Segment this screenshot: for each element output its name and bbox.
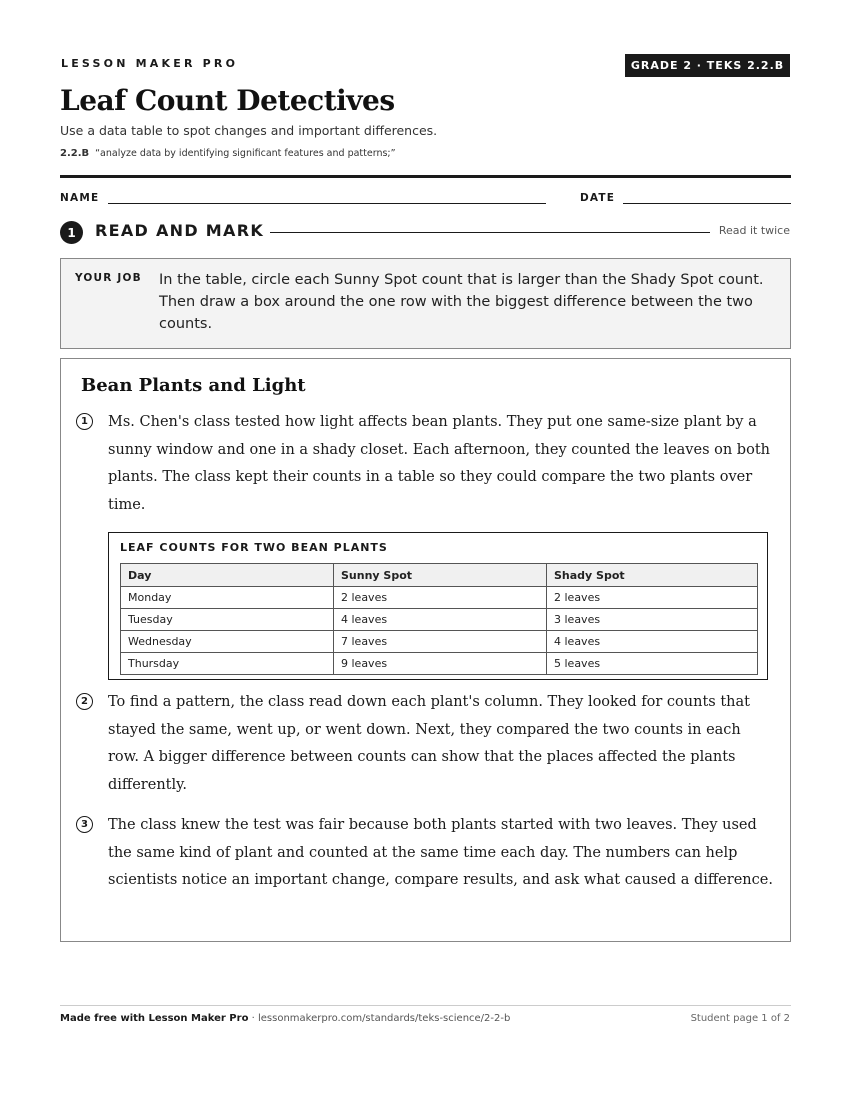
cell-shady: 5 leaves: [547, 653, 758, 675]
cell-day: Wednesday: [121, 631, 334, 653]
cell-sunny[interactable]: 4 leaves: [334, 609, 547, 631]
reading-box: [60, 358, 791, 942]
header-shady-spot: Shady Spot: [547, 564, 758, 587]
footer-url[interactable]: · lessonmakerpro.com/standards/teks-science/2-2-b: [248, 1013, 511, 1024]
grade-badge: GRADE 2 · TEKS 2.2.B: [625, 54, 790, 77]
cell-sunny[interactable]: 9 leaves: [334, 653, 547, 675]
footer-divider: [60, 1005, 791, 1006]
brand-name: LESSON MAKER PRO: [61, 57, 239, 70]
paragraph-number-3: 3: [76, 816, 93, 833]
page-subtitle: Use a data table to spot changes and important differences.: [60, 123, 438, 138]
job-box: [60, 258, 791, 349]
footer-made-with: Made free with Lesson Maker Pro: [60, 1013, 249, 1024]
paragraph-number-2: 2: [76, 693, 93, 710]
data-table-box: [108, 532, 768, 680]
cell-shady: 4 leaves: [547, 631, 758, 653]
standard-text: “analyze data by identifying significant features and patterns;”: [95, 148, 396, 159]
leaf-count-table: [120, 563, 758, 675]
cell-sunny[interactable]: 2 leaves: [334, 587, 547, 609]
header-sunny-spot: Sunny Spot: [334, 564, 547, 587]
cell-day: Thursday: [121, 653, 334, 675]
paragraph-3: The class knew the test was fair because both plants started with two leaves. They used the same kind of plant and counted at the same time each day. The numbers can help scientists notice an important change, compare results, and ask what caused a difference.: [108, 817, 773, 888]
paragraph-1: Ms. Chen's class tested how light affects bean plants. They put one same-size plant by a sunny window and one in a shady closet. Each afternoon, they counted the leaves on both plants. The class kept their counts in a table so they could compare the two plants over time.: [108, 414, 770, 513]
table-row: [121, 609, 758, 631]
footer-credit: [60, 1013, 510, 1024]
date-field-line[interactable]: [623, 203, 791, 204]
table-header-row: [121, 564, 758, 587]
header-day: Day: [121, 564, 334, 587]
table-caption: LEAF COUNTS FOR TWO BEAN PLANTS: [120, 541, 388, 554]
table-row: [121, 587, 758, 609]
paragraph-number-1: 1: [76, 413, 93, 430]
cell-sunny[interactable]: 7 leaves: [334, 631, 547, 653]
job-text: In the table, circle each Sunny Spot count that is larger than the Shady Spot count. Then draw a box around the one row with the biggest difference between the two counts.: [159, 272, 764, 332]
section-divider: [270, 232, 710, 233]
date-label: DATE: [580, 192, 616, 204]
standard-line: [60, 148, 396, 159]
section-title: READ AND MARK: [95, 221, 265, 240]
table-row: [121, 653, 758, 675]
section-number-badge: 1: [60, 221, 83, 244]
job-label: YOUR JOB: [75, 272, 142, 284]
page-title: Leaf Count Detectives: [60, 84, 395, 117]
name-label: NAME: [60, 192, 100, 204]
cell-shady: 2 leaves: [547, 587, 758, 609]
cell-day: Tuesday: [121, 609, 334, 631]
paragraph-2: To find a pattern, the class read down each plant's column. They looked for counts that stayed the same, went up, or went down. Next, they compared the two counts in each row. A bigger difference between counts can show that the places affected the plants differently.: [108, 694, 750, 793]
footer-page-number: Student page 1 of 2: [690, 1013, 790, 1024]
standard-code: 2.2.B: [60, 148, 90, 159]
cell-day: Monday: [121, 587, 334, 609]
section-note: Read it twice: [718, 224, 790, 237]
name-field-line[interactable]: [108, 203, 546, 204]
table-row: [121, 631, 758, 653]
header-divider: [60, 175, 791, 178]
cell-shady: 3 leaves: [547, 609, 758, 631]
reading-title: Bean Plants and Light: [81, 375, 306, 396]
